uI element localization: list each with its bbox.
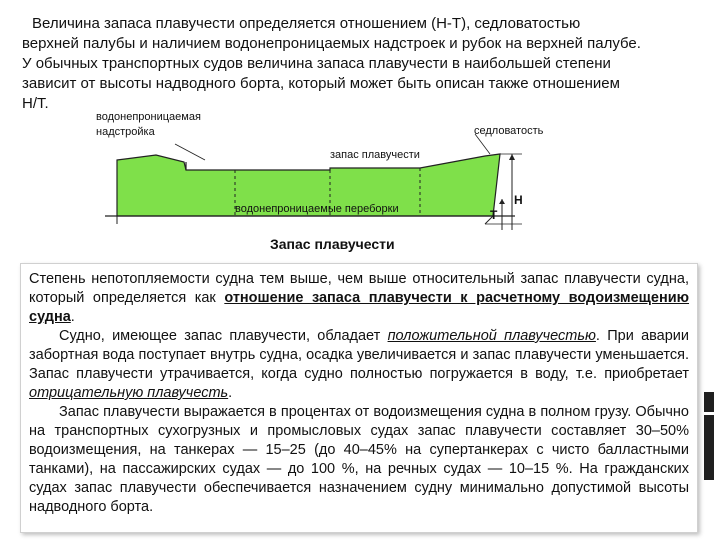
text-run: . <box>70 309 75 325</box>
sheer-label: седловатость <box>474 125 544 137</box>
diagram-caption: Запас плавучести <box>270 236 395 252</box>
intro-line: верхней палубы и наличием водонепроницаемых надстроек и рубок на верхней палубе. <box>22 35 641 52</box>
decorative-bar <box>704 392 714 412</box>
paragraph-reserve-percent: Запас плавучести выражается в процентах от водоизмещения судна в полном грузу. Обычно на транспортных сухогрузных и промысловых судах запас плавучести составляет 30–50% водоизмещения, на танкерах — 15–25 (до 40–45% на супертанкерах с чисто балластными танками), на пассажирских судах — до 100 %, на речных судах — 10–15 %. На гражданских судах запас плавучести обеспечивается назначением судну минимально допустимой высоты надводного борта. <box>29 404 689 515</box>
paragraph-positive-buoyancy <box>21 327 697 403</box>
text-run: . При аварии забортная вода поступает внутрь судна, осадка увеличивается и запас плавучести уменьшается. Запас плавучести утрачивается, когда судно полностью погружается в воду, т.е. приобретает <box>29 328 689 382</box>
emphasis-positive-buoyancy: положительной плавучестью <box>387 328 596 344</box>
superstructure-label: надстройка <box>96 126 155 138</box>
emphasis-definition: отношение запаса плавучести к расчетному водоизмещению судна <box>29 290 690 325</box>
intro-paragraph <box>22 14 694 114</box>
buoyancy-reserve-diagram <box>90 104 570 234</box>
superstructure-label: водонепроницаемая <box>96 111 201 123</box>
text-run: Степень непотопляемости судна тем выше, чем выше относительный запас плавучести судна, который определяется как <box>29 271 689 306</box>
draft-label: T <box>490 208 498 222</box>
depth-label: H <box>514 193 523 207</box>
emphasis-negative-buoyancy: отрицательную плавучесть <box>29 385 229 401</box>
intro-line: зависит от высоты надводного борта, который может быть описан также отношением <box>22 75 620 92</box>
decorative-bar <box>704 415 714 480</box>
reserve-label: запас плавучести <box>330 149 420 161</box>
text-run: . <box>228 385 233 401</box>
intro-line: H/T. <box>22 95 49 112</box>
text-run: Судно, имеющее запас плавучести, обладает <box>59 328 388 344</box>
bulkheads-label: водонепроницаемые переборки <box>235 203 399 215</box>
content-box <box>20 263 698 533</box>
paragraph-unsinkability <box>21 264 697 327</box>
intro-line: У обычных транспортных судов величина запаса плавучести в наибольшей степени <box>22 55 611 72</box>
intro-line: Величина запаса плавучести определяется отношением (H-T), седловатостью <box>32 15 581 32</box>
